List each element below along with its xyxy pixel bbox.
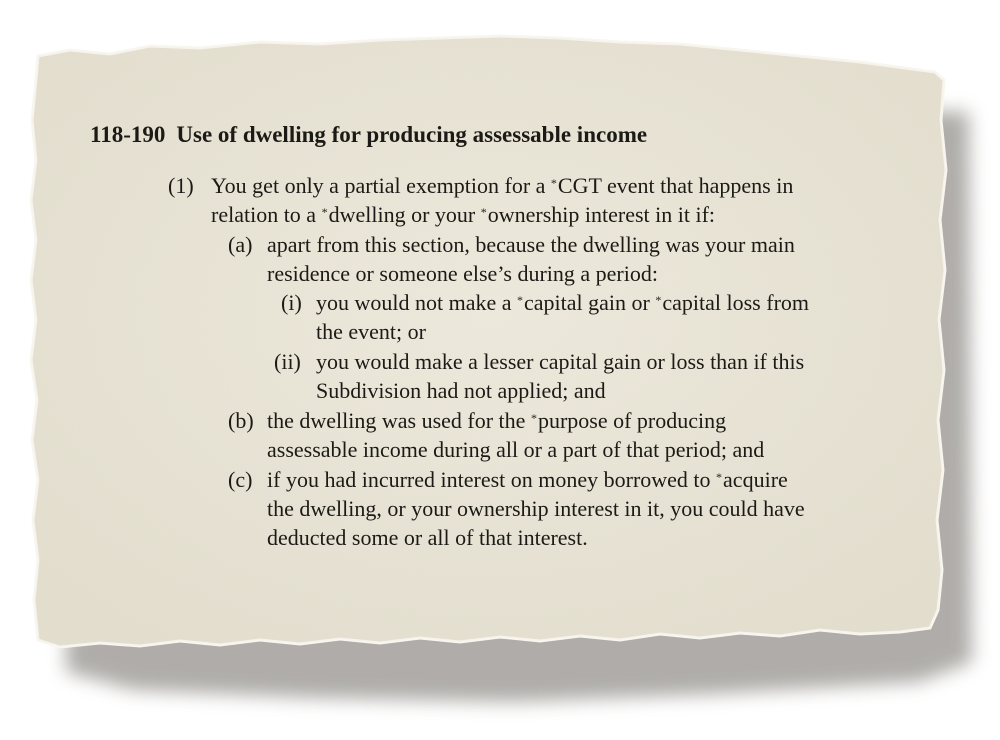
text-run: dwelling or your <box>328 202 481 227</box>
defined-term-asterisk: * <box>517 293 524 307</box>
text-run: capital gain or <box>524 290 656 315</box>
defined-term-asterisk: * <box>530 411 537 425</box>
paragraph-c-line-2: the dwelling, or your ownership interest in it, you could have <box>267 496 805 521</box>
paragraph-a-line-1: apart from this section, because the dwelling was your main <box>267 232 795 257</box>
subparagraph-ii-line-1: you would make a lesser capital gain or loss than if this <box>316 349 805 374</box>
subsection-1-line-1 <box>211 171 793 200</box>
paragraph-b-line-1 <box>267 406 764 435</box>
section-heading <box>90 120 647 149</box>
subparagraph-i-line-2: the event; or <box>316 319 426 344</box>
paragraph-c-marker: (c) <box>228 467 253 492</box>
defined-term-asterisk: * <box>655 293 662 307</box>
text-run: purpose of producing <box>537 408 727 433</box>
defined-term-asterisk: * <box>480 205 487 219</box>
paragraph-c-line-1 <box>267 465 805 494</box>
paragraph-c-line-3: deducted some or all of that interest. <box>267 525 588 550</box>
text-run: the dwelling was used for the <box>267 408 531 433</box>
subsection-1-marker: (1) <box>168 173 194 198</box>
subsection-1-line-2 <box>211 200 793 229</box>
paragraph-a-line-2: residence or someone else’s during a period: <box>267 261 658 286</box>
paragraph-b-marker: (b) <box>228 408 254 433</box>
paragraph-b-text <box>267 406 764 464</box>
subparagraph-i-line-1 <box>316 288 809 317</box>
defined-term-asterisk: * <box>321 205 328 219</box>
subparagraph-i-marker: (i) <box>281 290 302 315</box>
text-run: acquire <box>723 467 788 492</box>
subparagraph-ii-text <box>316 347 804 405</box>
defined-term-asterisk: * <box>716 470 723 484</box>
text-run: relation to a <box>211 202 322 227</box>
text-run: You get only a partial exemption for a <box>211 173 551 198</box>
defined-term-asterisk: * <box>550 176 557 190</box>
paragraph-b-line-2: assessable income during all or a part of that period; and <box>267 437 765 462</box>
paragraph-a-text <box>267 230 795 288</box>
subsection-1-text <box>211 171 793 229</box>
text-run: ownership interest in it if: <box>487 202 716 227</box>
text-run: if you had incurred interest on money borrowed to <box>267 467 717 492</box>
subparagraph-ii-line-2: Subdivision had not applied; and <box>316 378 606 403</box>
text-run: you would not make a <box>316 290 518 315</box>
text-run: capital loss from <box>662 290 810 315</box>
paragraph-a-marker: (a) <box>228 232 253 257</box>
text-run: CGT event that happens in <box>557 173 794 198</box>
paragraph-c-text <box>267 465 805 552</box>
section-number: 118-190 <box>90 122 166 147</box>
subparagraph-i-text <box>316 288 809 346</box>
section-title: Use of dwelling for producing assessable income <box>176 122 648 147</box>
subparagraph-ii-marker: (ii) <box>274 349 301 374</box>
